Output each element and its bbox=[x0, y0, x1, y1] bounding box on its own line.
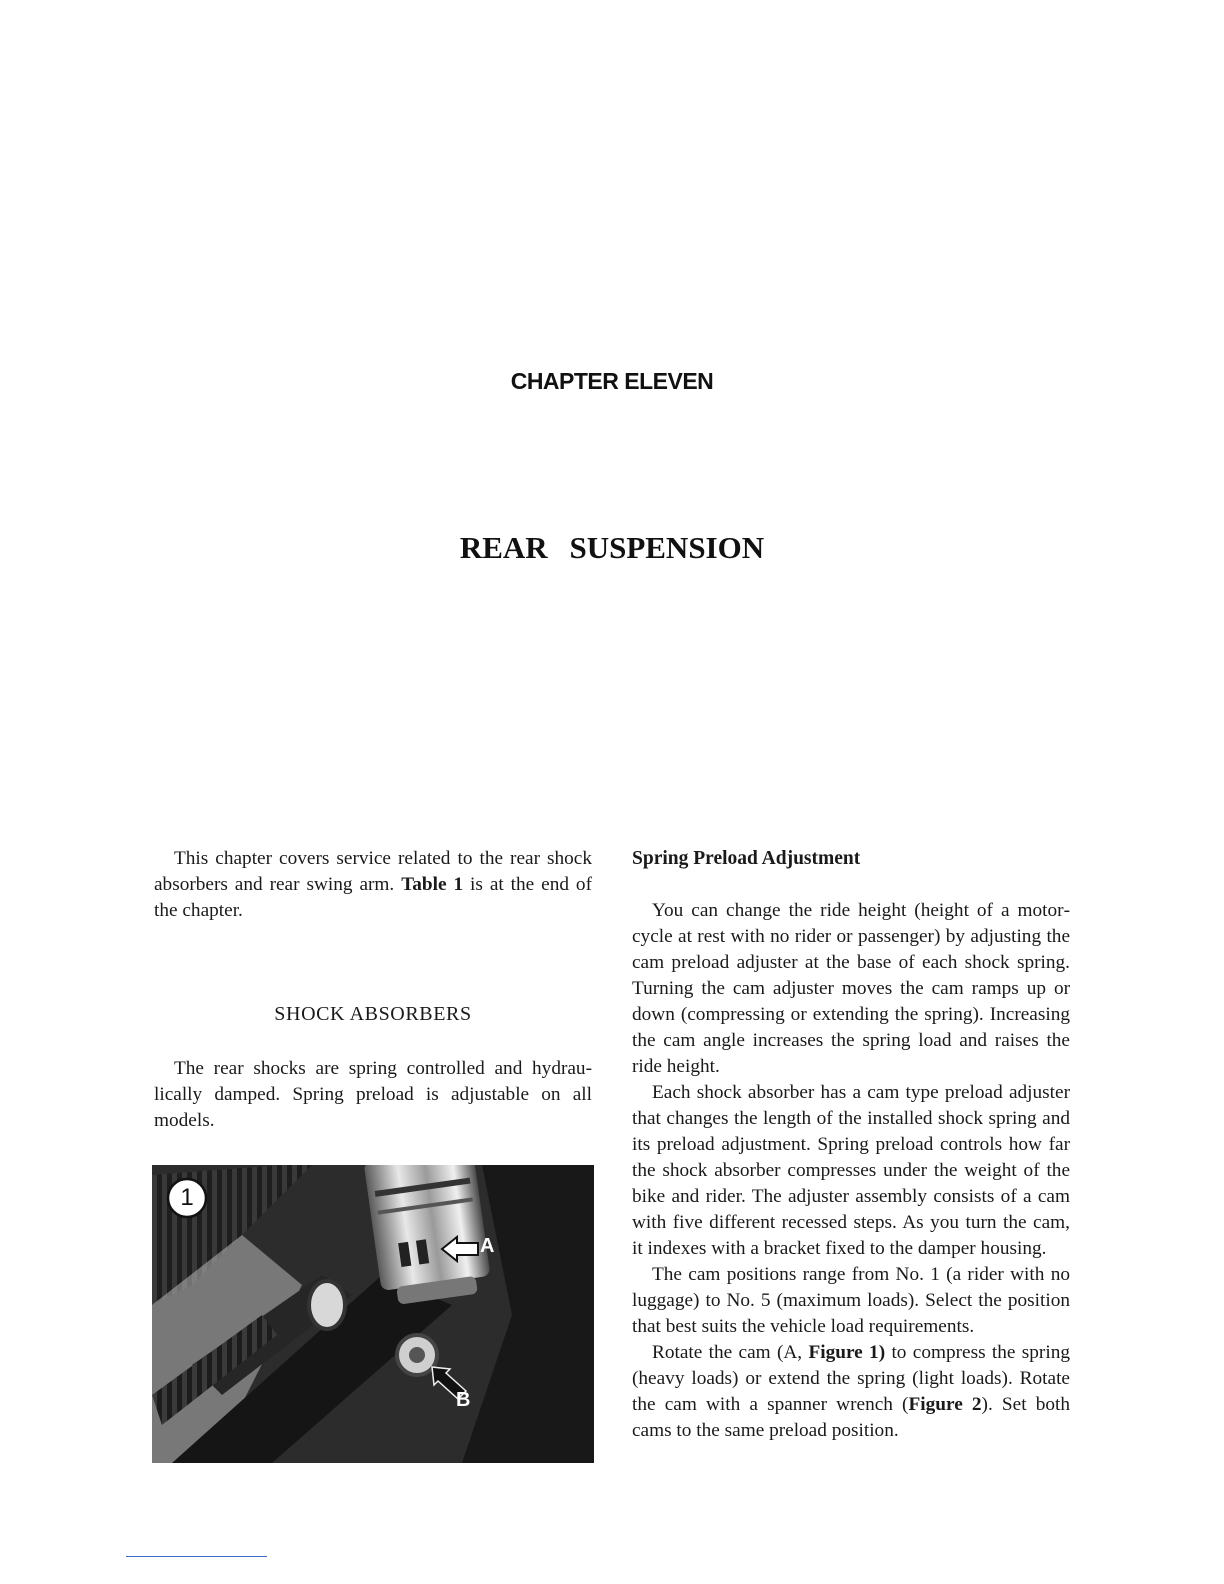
figure-label-a: A bbox=[480, 1235, 495, 1257]
figure-2-reference: Figure 2 bbox=[908, 1394, 982, 1415]
spring-preload-heading: Spring Preload Adjustment bbox=[632, 848, 861, 869]
figure-1-reference: Figure 1) bbox=[808, 1342, 886, 1363]
figure-label-b: B bbox=[456, 1389, 471, 1411]
intro-paragraph bbox=[154, 846, 592, 924]
shock-absorbers-heading: SHOCK ABSORBERS bbox=[274, 1003, 472, 1025]
chapter-title: REAR SUSPENSION bbox=[459, 530, 765, 565]
intro-text: This chapter covers service related to the rear shock absorbers and rear swing arm. bbox=[154, 848, 592, 895]
preload-paragraph-1: You can change the ride height (height of a motorcycle at rest with no rider or passenger) by adjusting the cam preload adjuster at the base of each shock spring. Turning the cam adjuster moves the cam ramps up or down (compressing or extending the spring). Increasing the cam angle increases the spring load and raises the ride height. bbox=[632, 900, 1070, 1077]
p4-text-b: to compress the spring (heavy loads) or extend the spring (light loads). Rotate the cam with a spanner wrench ( bbox=[632, 1342, 1070, 1415]
chapter-label: CHAPTER ELEVEN bbox=[510, 368, 714, 394]
preload-paragraph-4 bbox=[632, 1340, 1070, 1444]
shock-photo-illustration bbox=[152, 1165, 594, 1463]
intro-text-end: is at the end of the chapter. bbox=[154, 874, 592, 921]
footnote-divider bbox=[126, 1556, 267, 1557]
left-column bbox=[154, 846, 592, 1134]
figure-1-photo bbox=[152, 1165, 594, 1463]
right-column bbox=[632, 846, 1070, 1444]
p4-text-a: Rotate the cam (A, bbox=[652, 1342, 809, 1363]
preload-paragraph-3: The cam positions range from No. 1 (a rider with no luggage) to No. 5 (maximum loads). Select the position that best suits the vehicle load requirements. bbox=[632, 1264, 1070, 1337]
table-reference: Table 1 bbox=[401, 874, 464, 895]
p4-text-c: ). Set both cams to the same preload position. bbox=[632, 1394, 1070, 1441]
figure-number: 1 bbox=[180, 1184, 194, 1211]
preload-paragraph-2: Each shock absorber has a cam type preload adjuster that changes the length of the installed shock spring and its preload adjustment. Spring preload controls how far the shock absorber compresses under the weight of the bike and rider. The adjuster assembly consists of a cam with five different recessed steps. As you turn the cam, it indexes with a bracket fixed to the damper housing. bbox=[632, 1082, 1070, 1259]
shock-paragraph: The rear shocks are spring controlled and hydraulically damped. Spring preload is adjustable on all models. bbox=[154, 1058, 592, 1131]
